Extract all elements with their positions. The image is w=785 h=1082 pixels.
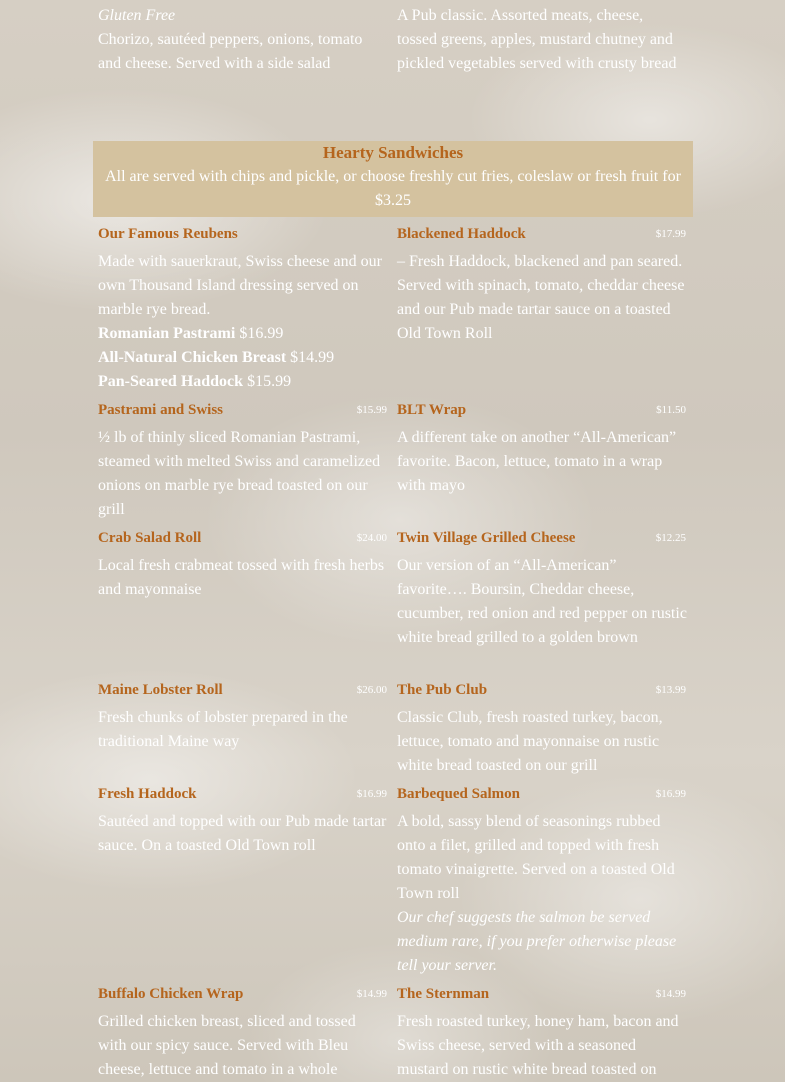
section-title: Hearty Sandwiches <box>322 143 464 162</box>
item-name: The Sternman <box>397 986 490 1002</box>
menu-item-blackened-haddock <box>397 224 687 346</box>
gluten-free-tag: Gluten Free <box>98 7 176 24</box>
item-description: Grilled chicken breast, sliced and tossed with our spicy sauce. Served with Bleu cheese, lettuce and tomato in a whole <box>98 1013 356 1078</box>
item-description: Fresh roasted turkey, honey ham, bacon and Swiss cheese, served with a seasoned mustard on rustic white bread toasted on <box>397 1013 679 1078</box>
item-description: Classic Club, fresh roasted turkey, bacon, lettuce, tomato and mayonnaise on rustic white bread toasted on our grill <box>397 709 663 774</box>
item-price: $17.99 <box>655 228 686 240</box>
item-name: Crab Salad Roll <box>98 530 202 546</box>
variant-name: All-Natural Chicken Breast <box>98 349 287 366</box>
menu-item-pub-club <box>397 680 687 778</box>
item-description: – Fresh Haddock, blackened and pan seared. Served with spinach, tomato, cheddar cheese and our Pub made tartar sauce on a toasted Old Town Roll <box>397 253 685 342</box>
item-name: Buffalo Chicken Wrap <box>98 986 244 1002</box>
menu-item-pastrami-swiss <box>98 400 388 522</box>
item-header <box>397 784 687 810</box>
item-header <box>98 784 388 810</box>
item-price: $15.99 <box>356 404 387 416</box>
item-name: Pastrami and Swiss <box>98 402 224 418</box>
variant-row <box>98 370 388 394</box>
item-price: $26.00 <box>356 684 387 696</box>
section-subtitle: All are served with chips and pickle, or choose freshly cut fries, coleslaw or fresh fruit for $3.25 <box>105 168 681 209</box>
item-description: A different take on another “All-American” favorite. Bacon, lettuce, tomato in a wrap with mayo <box>397 429 677 494</box>
variant-name: Pan-Seared Haddock <box>98 373 244 390</box>
item-header <box>98 400 388 426</box>
item-price: $14.99 <box>356 988 387 1000</box>
item-description: Fresh chunks of lobster prepared in the traditional Maine way <box>98 709 348 750</box>
menu-item-fresh-haddock <box>98 784 388 858</box>
item-description: Made with sauerkraut, Swiss cheese and our own Thousand Island dressing served on marble rye bread. <box>98 253 382 318</box>
item-price: $24.00 <box>356 532 387 544</box>
item-description: Our version of an “All-American” favorite…. Boursin, Cheddar cheese, cucumber, red onion and red pepper on rustic white bread grilled to a golden brown <box>397 557 687 646</box>
item-description: A bold, sassy blend of seasonings rubbed onto a filet, grilled and topped with fresh tomato vinaigrette. Served on a toasted Old Town roll <box>397 813 675 902</box>
item-price: $16.99 <box>356 788 387 800</box>
variant-name: Romanian Pastrami <box>98 325 236 342</box>
item-price: $13.99 <box>655 684 686 696</box>
item-description: ½ lb of thinly sliced Romanian Pastrami, steamed with melted Swiss and caramelized onions on marble rye bread toasted on our grill <box>98 429 381 518</box>
variant-price: $14.99 <box>290 349 335 366</box>
item-header <box>98 984 388 1010</box>
item-header <box>397 680 687 706</box>
item-name: Twin Village Grilled Cheese <box>397 530 576 546</box>
item-name: Our Famous Reubens <box>98 226 238 242</box>
section-banner <box>93 141 693 217</box>
item-price: $11.50 <box>656 404 686 416</box>
item-description: Local fresh crabmeat tossed with fresh herbs and mayonnaise <box>98 557 385 598</box>
menu-item-buffalo-chicken-wrap <box>98 984 388 1082</box>
item-header <box>397 984 687 1010</box>
variant-price: $15.99 <box>247 373 292 390</box>
previous-section <box>93 0 693 140</box>
item-name: Fresh Haddock <box>98 786 197 802</box>
menu-item-sternman <box>397 984 687 1082</box>
item-header <box>397 224 687 250</box>
menu-item-maine-lobster-roll <box>98 680 388 754</box>
item-description: Chorizo, sautéed peppers, onions, tomato and cheese. Served with a side salad <box>98 31 363 72</box>
previous-item-right <box>397 4 687 76</box>
chef-note: Our chef suggests the salmon be served medium rare, if you prefer otherwise please tell your server. <box>397 909 677 974</box>
menu-item-twin-village-grilled-cheese <box>397 528 687 650</box>
menu-item-reubens <box>98 224 388 394</box>
item-name: Blackened Haddock <box>397 226 526 242</box>
item-header <box>397 400 687 426</box>
item-name: BLT Wrap <box>397 402 467 418</box>
variant-row <box>98 346 388 370</box>
item-description: A Pub classic. Assorted meats, cheese, tossed greens, apples, mustard chutney and pickled vegetables served with crusty bread <box>397 7 677 72</box>
item-header <box>98 528 388 554</box>
item-header <box>98 224 388 250</box>
menu-item-barbequed-salmon <box>397 784 687 978</box>
item-header <box>98 680 388 706</box>
item-description: Sautéed and topped with our Pub made tartar sauce. On a toasted Old Town roll <box>98 813 387 854</box>
item-name: Maine Lobster Roll <box>98 682 223 698</box>
item-name: The Pub Club <box>397 682 488 698</box>
item-price: $16.99 <box>655 788 686 800</box>
menu-item-crab-salad-roll <box>98 528 388 602</box>
menu-item-blt-wrap <box>397 400 687 498</box>
item-price: $12.25 <box>655 532 686 544</box>
variant-row <box>98 322 388 346</box>
item-header <box>397 528 687 554</box>
variant-price: $16.99 <box>239 325 284 342</box>
item-price: $14.99 <box>655 988 686 1000</box>
item-name: Barbequed Salmon <box>397 786 520 802</box>
previous-item-left <box>98 4 388 76</box>
